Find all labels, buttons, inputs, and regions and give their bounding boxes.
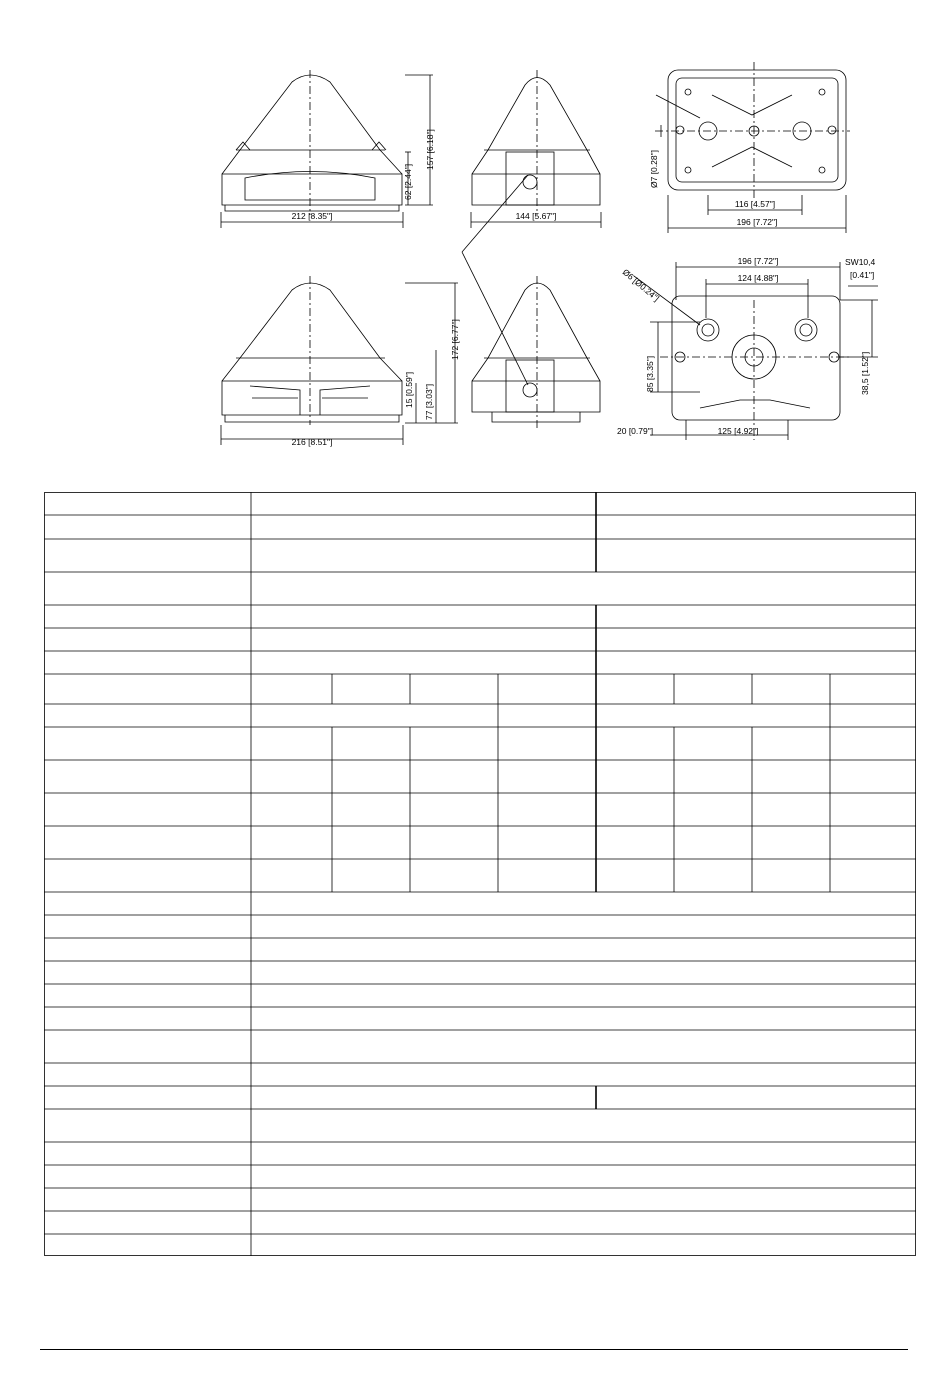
dim-77: 77 [3.03"]	[424, 383, 434, 420]
dim-144: 144 [5.67"]	[515, 211, 557, 221]
dim-212: 212 [8.35"]	[291, 211, 333, 221]
dim-38: 38,5 [1.52"]	[860, 351, 870, 395]
side-view-top	[471, 70, 601, 228]
dim-dia7: Ø7 [0.28"]	[649, 150, 659, 188]
dim-216: 216 [8.51"]	[291, 437, 333, 447]
dim-196-bottom: 196 [7.72"]	[737, 256, 779, 266]
dim-sw-in: [0.41"]	[850, 270, 875, 280]
base-view-bottom	[634, 262, 878, 440]
technical-drawings	[0, 0, 950, 470]
dim-62: 62 [2.44"]	[403, 163, 413, 200]
dim-85: 85 [3.35"]	[645, 355, 655, 392]
dim-124: 124 [4.88"]	[737, 273, 779, 283]
footer-rule	[40, 1349, 908, 1350]
table-border	[45, 493, 916, 1256]
dim-116: 116 [4.57"]	[734, 199, 776, 209]
front-view-top	[221, 70, 433, 228]
dim-172: 172 [6.77"]	[450, 319, 460, 360]
dim-20: 20 [0.79"]	[617, 426, 654, 436]
dim-196-top: 196 [7.72"]	[736, 217, 778, 227]
dim-dia6: Ø6 [Ø0.24"]	[620, 266, 662, 304]
dim-sw: SW10,4	[845, 257, 876, 267]
dim-157: 157 [6.18"]	[425, 129, 435, 170]
specification-table	[44, 492, 916, 1256]
dim-125: 125 [4.92"]	[717, 426, 759, 436]
front-view-bottom	[221, 276, 458, 445]
dim-15: 15 [0.59"]	[404, 371, 414, 408]
